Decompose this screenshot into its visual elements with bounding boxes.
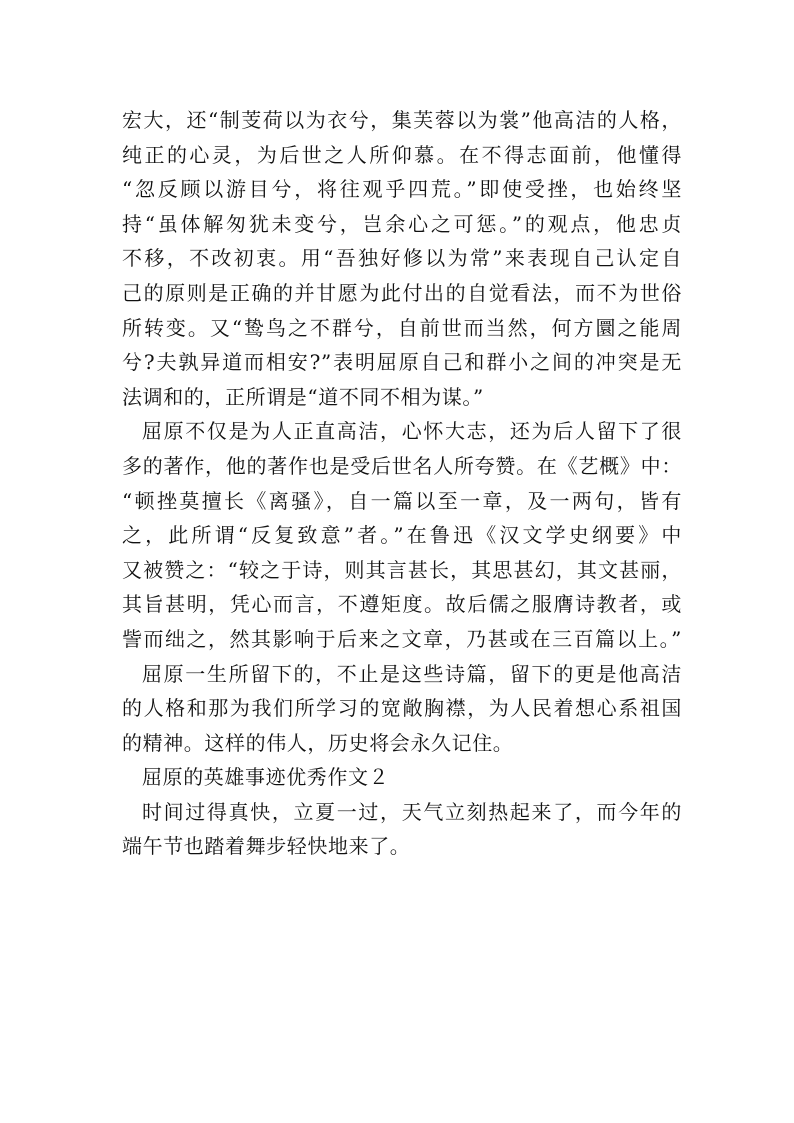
text-line: 其旨甚明，凭心而言，不遵矩度。故后儒之服膺诗教者，或 (122, 592, 682, 617)
text-line: 时间过得真快，立夏一过，天气立刻热起来了，而今年的 (142, 799, 682, 824)
text-line: 的人格和那为我们所学习的宽敞胸襟，为人民着想心系祖国 (122, 696, 682, 721)
section-heading: 屈原的英雄事迹优秀作文２ (142, 765, 390, 790)
text-line: 纯正的心灵，为后世之人所仰慕。在不得志面前，他懂得 (122, 142, 682, 167)
text-line: 持“虽体解匆犹未变兮，岂余心之可惩。”的观点，他忠贞 (122, 211, 682, 236)
text-line: 宏大，还“制芰荷以为衣兮，集芙蓉以为裳”他高洁的人格， (122, 108, 682, 132)
text-line: “顿挫莫擅长《离骚》，自一篇以至一章，及一两句，皆有 (122, 488, 682, 513)
essay-text (122, 103, 682, 864)
text-line: 端午节也踏着舞步轻快地来了。 (122, 834, 411, 859)
text-line: 屈原不仅是为人正直高洁，心怀大志，还为后人留下了很 (142, 419, 682, 444)
text-line: 兮?夫孰异道而相安?”表明屈原自己和群小之间的冲突是无 (122, 350, 682, 375)
text-line: 己的原则是正确的并甘愿为此付出的自觉看法，而不为世俗 (122, 280, 682, 305)
text-line: 之，此所谓“反复致意”者。”在鲁迅《汉文学史纲要》中 (122, 523, 682, 548)
text-line: 法调和的，正所谓是“道不同不相为谋。” (122, 384, 484, 409)
text-line: 又被赞之：“较之于诗，则其言甚长，其思甚幻，其文甚丽， (122, 557, 682, 582)
text-line: “忽反顾以游目兮，将往观乎四荒。”即使受挫，也始终坚 (122, 177, 682, 202)
text-line: 的精神。这样的伟人，历史将会永久记住。 (122, 730, 514, 755)
text-line: 不移，不改初衷。用“吾独好修以为常”来表现自己认定自 (122, 246, 682, 271)
text-line: 訾而绌之，然其影响于后来之文章，乃甚或在三百篇以上。” (122, 626, 682, 651)
text-line: 多的著作，他的著作也是受后世名人所夸赞。在《艺概》中： (122, 453, 682, 478)
text-line: 所转变。又“鸷鸟之不群兮，自前世而当然，何方圜之能周 (122, 315, 682, 340)
text-line: 屈原一生所留下的，不止是这些诗篇，留下的更是他高洁 (142, 661, 682, 686)
